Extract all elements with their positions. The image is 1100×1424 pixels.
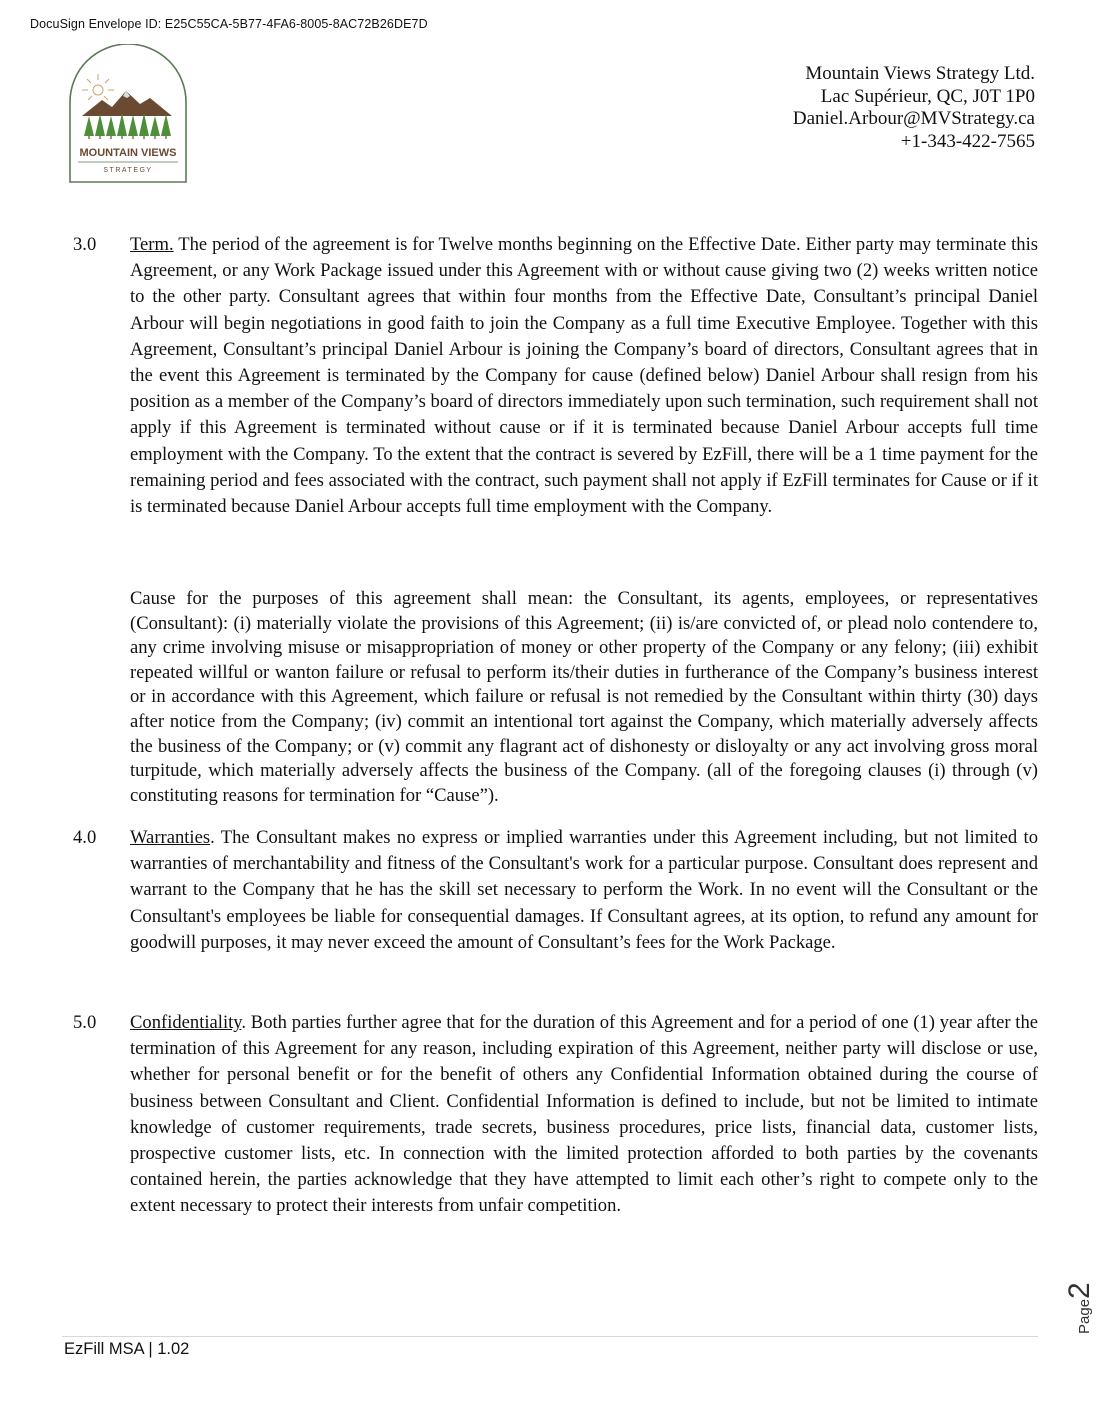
section-number: 5.0 [73, 1012, 97, 1033]
section-term-paragraph [130, 232, 1038, 520]
section-heading: Term. [130, 234, 174, 255]
page-number-label [1063, 1270, 1097, 1334]
section-number: 3.0 [73, 234, 97, 255]
section-text: The period of the agreement is for Twelve months beginning on the Effective Date. Either party may terminate this Agreement, or any Work Package issued under this Agreement with or without cause giving two (2) weeks written notice to the other party. Consultant agrees that within four months from the Effective Date, Consultant’s principal Daniel Arbour will begin negotiations in good faith to join the Company as a full time Executive Employee. Together with this Agreement, Consultant’s principal Daniel Arbour is joining the Company’s board of directors, Consultant agrees that in the event this Agreement is terminated by the Company for cause (defined below) Daniel Arbour shall resign from his position as a member of the Company’s board of directors immediately upon such termination, such requirement shall not apply if this Agreement is terminated without cause or if it is terminated because Daniel Arbour accepts full time employment with the Company. To the extent that the contract is severed by EzFill, there will be a 1 time payment for the remaining period and fees associated with the contract, such payment shall not apply if EzFill terminates for Cause or if it is terminated because Daniel Arbour accepts full time employment with the Company. [130, 234, 1038, 518]
page-number: 2 [1063, 1282, 1096, 1299]
section-confidentiality [73, 1010, 1038, 1220]
mountain-views-logo [68, 44, 188, 184]
section-term [73, 232, 1038, 520]
company-address-block [793, 63, 1035, 153]
company-phone: +1-343-422-7565 [900, 130, 1035, 152]
page-word: Page [1076, 1298, 1093, 1334]
section-confidentiality-paragraph [130, 1010, 1038, 1220]
section-number: 4.0 [73, 827, 97, 848]
section-heading: Confidentiality [130, 1012, 242, 1033]
section-text: . The Consultant makes no express or implied warranties under this Agreement including, but not limited to warranties of merchantability and fitness of the Consultant's work for a particular purpose. Consultant does represent and warrant to the Company that he has the skill set necessary to perform the Work. In no event will the Consultant or the Consultant's employees be liable for consequential damages. If Consultant agrees, at its option, to refund any amount for goodwill purposes, it may never exceed the amount of Consultant’s fees for the Work Package. [130, 827, 1038, 953]
section-heading: Warranties [130, 827, 211, 848]
footer-doc-version: EzFill MSA | 1.02 [64, 1340, 190, 1358]
section-warranties-paragraph [130, 825, 1038, 956]
sun-icon [82, 74, 114, 100]
company-city-line: Lac Supérieur, QC, J0T 1P0 [820, 85, 1035, 107]
pine-trees-icon [84, 113, 171, 136]
section-warranties [73, 825, 1038, 956]
footer-divider [62, 1336, 1038, 1337]
section-text: . Both parties further agree that for the duration of this Agreement and for a period of one (1) year after the termination of this Agreement for any reason, including expiration of this Agreement, neither party will disclose or use, whether for personal benefit or for the benefit of others any Confidential Information obtained during the course of business between Consultant and Client. Confidential Information is defined to include, but not be limited to intimate knowledge of customer requirements, trade secrets, business procedures, price lists, financial data, customer lists, prospective customer lists, etc. In connection with the limited protection afforded to both parties by the covenants contained herein, the parties acknowledge that they have attempted to limit each other’s right to compete only to the extent necessary to protect their interests from unfair competition. [130, 1012, 1038, 1217]
docusign-envelope-id: DocuSign Envelope ID: E25C55CA-5B77-4FA6-8005-8AC72B26DE7D [30, 17, 428, 31]
company-name: Mountain Views Strategy Ltd. [805, 63, 1035, 84]
logo-name-line2: STRATEGY [103, 167, 153, 174]
cause-definition-paragraph: Cause for the purposes of this agreement shall mean: the Consultant, its agents, employees, or representatives (Consultant): (i) materially violate the provisions of this Agreement; (ii) is/are convicted of, or plead nolo contendere to, any crime involving misuse or misappropriation of money or other property of the Company or any felony; (iii) exhibit repeated willful or wanton failure or refusal to perform its/their duties in furtherance of the Company’s business interest or in accordance with this Agreement, which failure or refusal is not remedied by the Consultant within thirty (30) days after notice from the Company; (iv) commit an intentional tort against the Company, which materially adversely affects the business of the Company; or (v) commit any flagrant act of dishonesty or disloyalty or any act involving gross moral turpitude, which materially adversely affects the business of the Company. (all of the foregoing clauses (i) through (v) constituting reasons for termination for “Cause”). [130, 588, 1038, 806]
logo-name-line1: MOUNTAIN VIEWS [79, 147, 177, 159]
company-email: Daniel.Arbour@MVStrategy.ca [792, 108, 1035, 129]
